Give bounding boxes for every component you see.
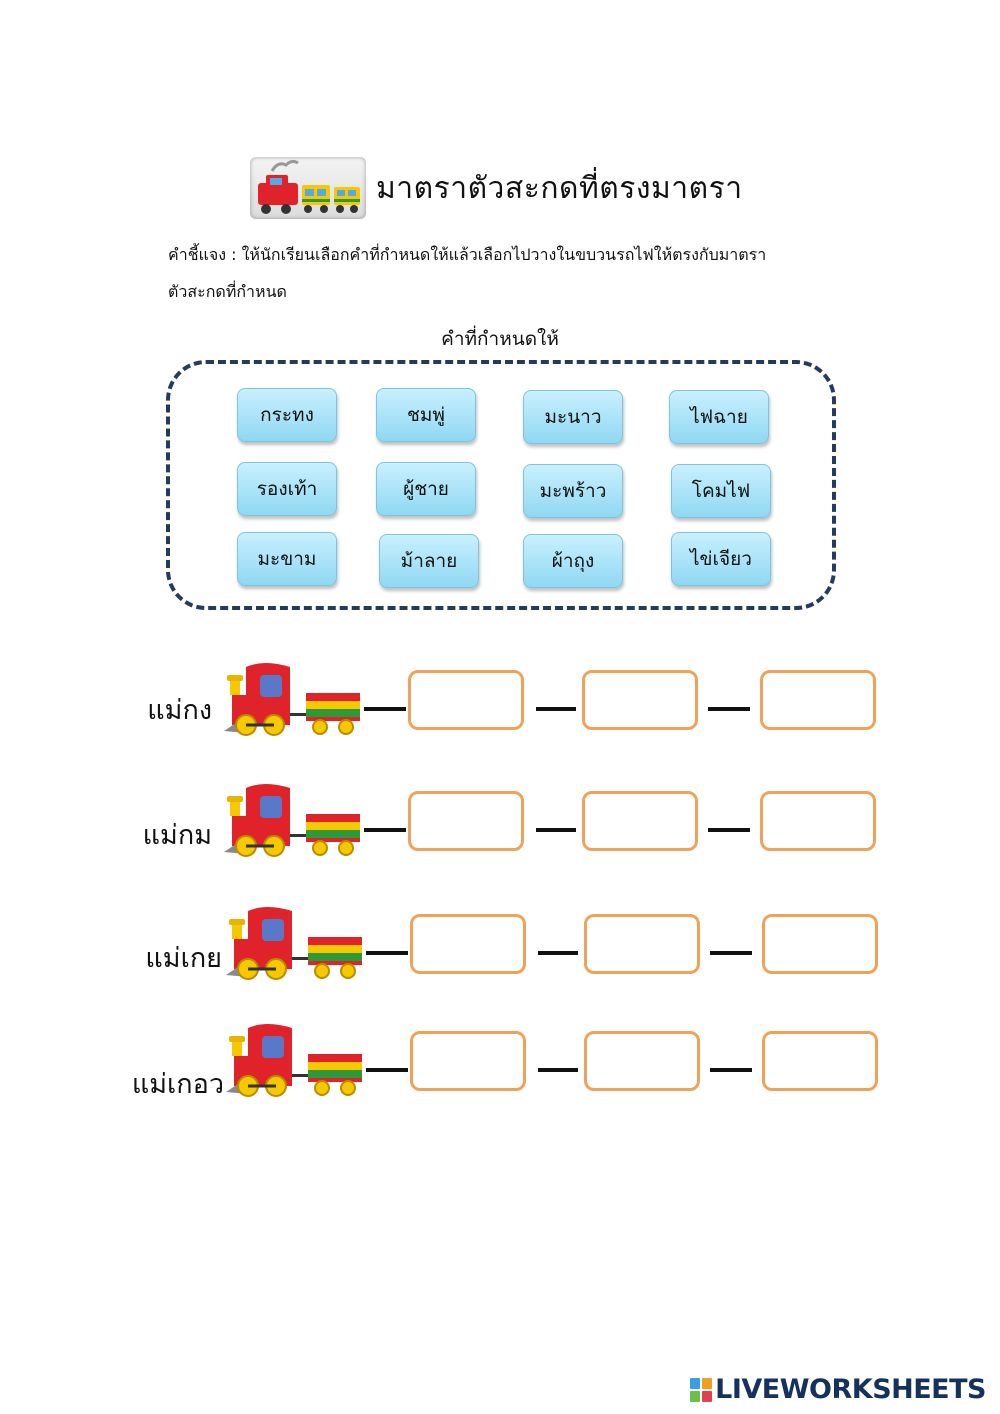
connector-line xyxy=(538,951,578,955)
word-bank-label: คำที่กำหนดให้ xyxy=(441,328,559,350)
brand-footer xyxy=(690,1374,986,1405)
connector-line xyxy=(708,707,750,711)
word-card[interactable]: กระทง xyxy=(237,388,337,442)
answer-slot[interactable] xyxy=(410,1031,526,1091)
answer-slot[interactable] xyxy=(760,670,876,730)
row-label: แม่กง xyxy=(147,695,212,726)
answer-slot[interactable] xyxy=(582,791,698,851)
train-icon xyxy=(222,661,366,739)
train-icon xyxy=(222,782,366,860)
instruction-line-1: คำชี้แจง : ให้นักเรียนเลือกคำที่กำหนดให้แล้วเลือกไปวางในขบวนรถไฟให้ตรงกับมาตรา xyxy=(168,245,767,264)
word-card[interactable]: ผ้าถุง xyxy=(523,534,623,588)
word-card[interactable]: ม้าลาย xyxy=(379,534,479,588)
liveworksheets-logo-icon xyxy=(690,1378,712,1402)
answer-slot[interactable] xyxy=(762,1031,878,1091)
word-bank xyxy=(166,360,836,610)
word-card[interactable]: ชมพู่ xyxy=(376,388,476,442)
answer-slot[interactable] xyxy=(762,914,878,974)
word-card[interactable]: ไฟฉาย xyxy=(669,390,769,444)
instructions xyxy=(168,236,868,310)
train-row xyxy=(0,776,1000,866)
connector-line xyxy=(710,1068,752,1072)
answer-slot[interactable] xyxy=(410,914,526,974)
answer-slot[interactable] xyxy=(760,791,876,851)
answer-slot[interactable] xyxy=(584,1031,700,1091)
connector-line xyxy=(708,828,750,832)
word-card[interactable]: มะพร้าว xyxy=(523,464,623,518)
word-card[interactable]: มะขาม xyxy=(237,532,337,586)
word-card[interactable]: รองเท้า xyxy=(237,462,337,516)
train-row xyxy=(0,655,1000,745)
train-row xyxy=(0,1016,1000,1106)
answer-slot[interactable] xyxy=(408,670,524,730)
answer-slot[interactable] xyxy=(582,670,698,730)
row-label: แม่เกอว xyxy=(131,1069,224,1100)
title-area xyxy=(250,155,743,221)
instruction-line-2: ตัวสะกดที่กำหนด xyxy=(168,282,287,301)
answer-slot[interactable] xyxy=(408,791,524,851)
connector-line xyxy=(710,951,752,955)
row-label: แม่กม xyxy=(142,820,212,851)
connector-line xyxy=(364,828,406,832)
connector-line xyxy=(536,828,576,832)
connector-line xyxy=(366,951,408,955)
train-icon xyxy=(224,1022,368,1100)
brand-name: LIVEWORKSHEETS xyxy=(715,1374,986,1405)
row-label: แม่เกย xyxy=(145,943,222,974)
word-card[interactable]: มะนาว xyxy=(523,390,623,444)
train-image-icon xyxy=(250,157,366,219)
connector-line xyxy=(538,1068,578,1072)
train-row xyxy=(0,899,1000,989)
connector-line xyxy=(536,707,576,711)
answer-slot[interactable] xyxy=(584,914,700,974)
page-title: มาตราตัวสะกดที่ตรงมาตรา xyxy=(376,170,743,206)
connector-line xyxy=(366,1068,408,1072)
word-card[interactable]: ผู้ชาย xyxy=(376,462,476,516)
connector-line xyxy=(364,707,406,711)
word-card[interactable]: โคมไฟ xyxy=(671,464,771,518)
word-card[interactable]: ไข่เจียว xyxy=(671,532,771,586)
train-icon xyxy=(224,905,368,983)
